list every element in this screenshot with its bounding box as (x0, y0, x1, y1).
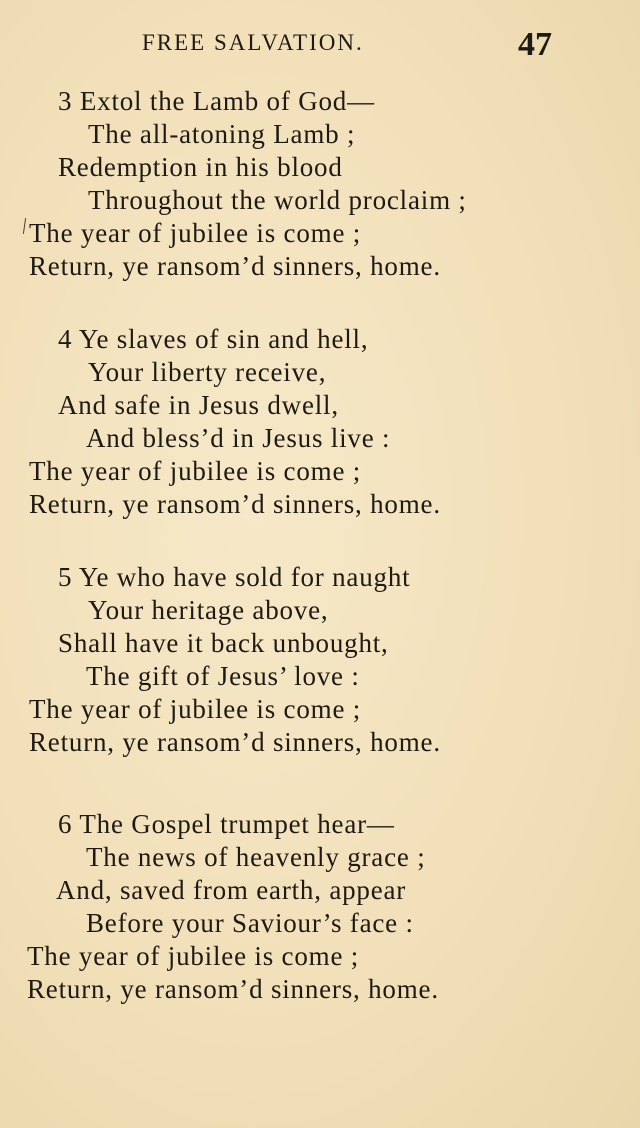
verse-line: The all-atoning Lamb ; (88, 119, 356, 149)
page-number: 47 (518, 26, 552, 63)
verse-line: Return, ye ransom’d sinners, home. (29, 727, 441, 757)
verse-line: 4 Ye slaves of sin and hell, (58, 324, 369, 354)
verse-line: The year of jubilee is come ; (29, 218, 362, 248)
verse-line: Return, ye ransom’d sinners, home. (27, 974, 439, 1004)
verse-line: Shall have it back unbought, (58, 628, 389, 658)
verse-line: Return, ye ransom’d sinners, home. (29, 489, 441, 519)
verse-line: The year of jubilee is come ; (27, 941, 360, 971)
verse-line: And bless’d in Jesus live : (86, 423, 391, 453)
verse-line: 5 Ye who have sold for naught (58, 562, 411, 592)
verse-line: The year of jubilee is come ; (29, 694, 362, 724)
verse-line: Your liberty receive, (88, 357, 327, 387)
verse-line: Redemption in his blood (58, 152, 343, 182)
verse-line: The news of heavenly grace ; (86, 842, 426, 872)
verse-line: Your heritage above, (88, 595, 329, 625)
verse-line: Before your Saviour’s face : (86, 908, 414, 938)
verse-line: And, saved from earth, appear (56, 875, 407, 905)
verse-line: 6 The Gospel trumpet hear— (58, 809, 395, 839)
verse-line: Throughout the world proclaim ; (88, 185, 467, 215)
print-mark (23, 218, 26, 234)
verse-line: Return, ye ransom’d sinners, home. (29, 251, 441, 281)
verse-line: And safe in Jesus dwell, (58, 390, 339, 420)
verse-line: 3 Extol the Lamb of God— (58, 86, 375, 116)
running-title: FREE SALVATION. (142, 30, 364, 55)
verse-line: The gift of Jesus’ love : (86, 661, 360, 691)
verse-line: The year of jubilee is come ; (29, 456, 362, 486)
